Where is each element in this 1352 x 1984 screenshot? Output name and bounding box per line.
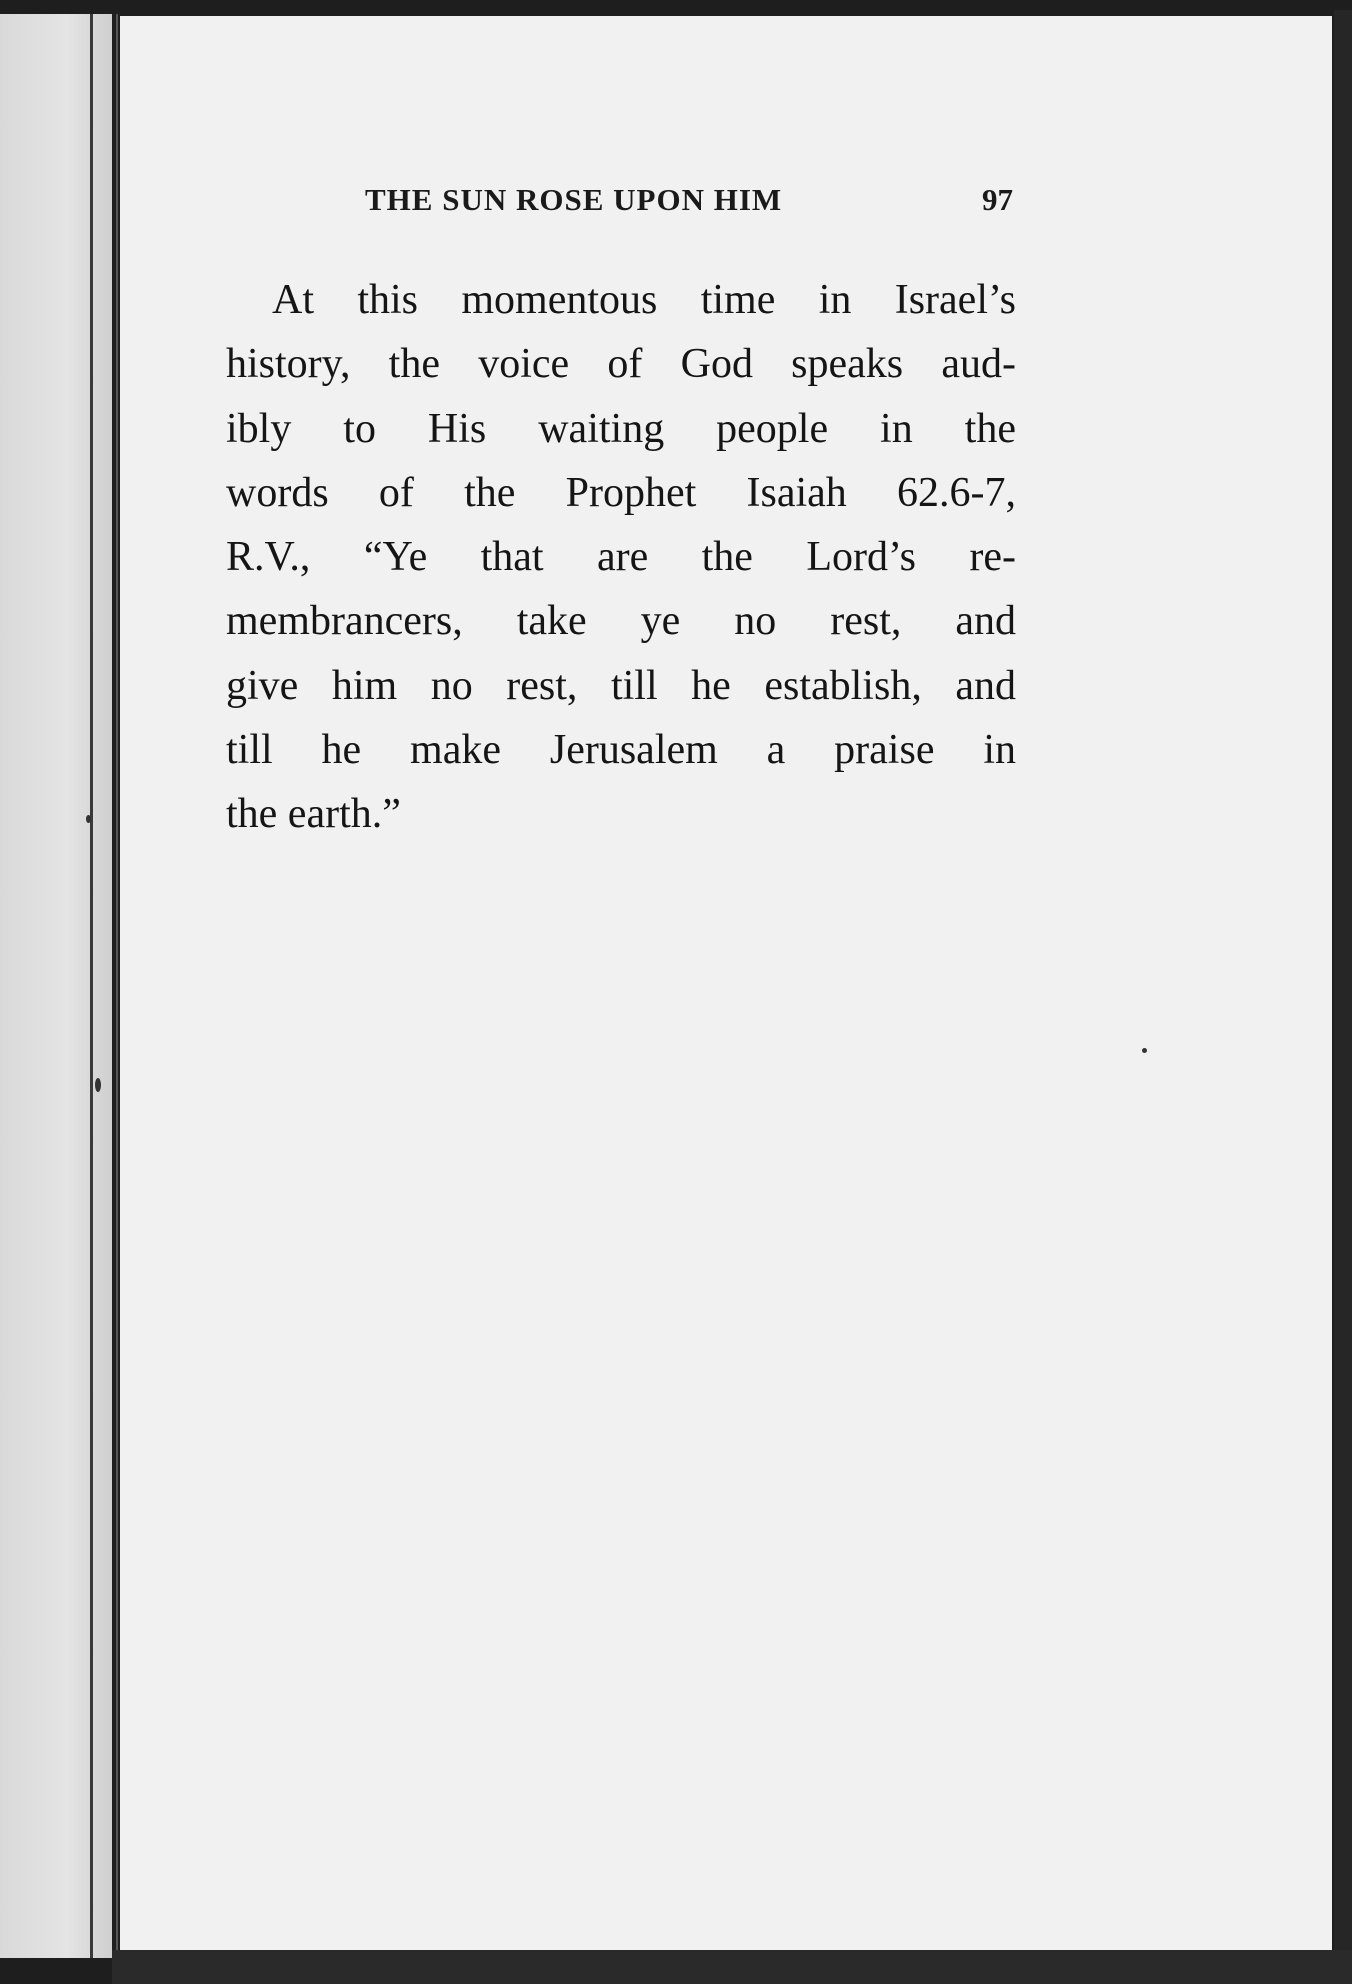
right-scan-border — [1334, 10, 1352, 1984]
text-line: till he make Jerusalem a praise in — [226, 727, 1016, 774]
text-line: history, the voice of God speaks aud- — [226, 341, 1016, 388]
page-number: 97 — [982, 182, 1013, 217]
page-header — [365, 182, 1013, 232]
text-line: R.V., “Ye that are the Lord’s re- — [226, 534, 1016, 581]
text-line: ibly to His waiting people in the — [226, 405, 1016, 452]
text-line: the earth.” — [226, 791, 401, 838]
text-line: At this momentous time in Israel’s — [272, 277, 1016, 323]
text-line: give him no rest, till he establish, and — [226, 662, 1016, 709]
text-line: words of the Prophet Isaiah 62.6-7, — [226, 469, 1016, 516]
scan-speck — [95, 1078, 101, 1092]
gutter-shadow — [90, 14, 93, 1958]
scan-speck — [1142, 1048, 1147, 1053]
text-line: membrancers, take ye no rest, and — [226, 598, 1016, 645]
bottom-scan-border — [112, 1950, 1352, 1984]
scan-speck — [86, 815, 91, 823]
paragraph — [226, 268, 1016, 847]
gutter-edge — [116, 14, 118, 1958]
running-head: THE SUN ROSE UPON HIM — [365, 182, 783, 217]
facing-page-edge — [0, 14, 112, 1958]
